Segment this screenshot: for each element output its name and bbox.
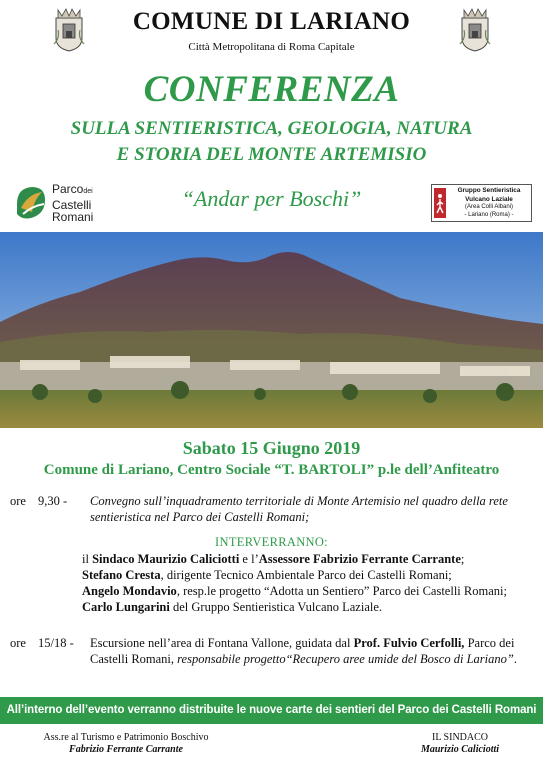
comune-subtitle: Città Metropolitana di Roma Capitale <box>188 41 355 53</box>
sindaco-role: IL SINDACO <box>431 732 488 743</box>
monte-artemisio-photo <box>0 232 543 428</box>
schedule-time: 9,30 - <box>38 494 68 508</box>
speakers-heading: INTERVERRANNO: <box>215 535 328 549</box>
schedule-text-part: . <box>513 652 517 666</box>
gruppo-line4: - Lariano (Roma) - <box>464 211 514 218</box>
speaker-text: del Gruppo Sentieristica Vulcano Laziale. <box>169 600 383 614</box>
conference-topic-line2: E STORIA DEL MONTE ARTEMISIO <box>116 144 427 165</box>
project-name: responsabile progetto“Recupero aree umide del Bosco di Lariano” <box>177 652 514 666</box>
gruppo-line1: Gruppo Sentieristica <box>457 187 521 194</box>
event-date: Sabato 15 Giugno 2019 <box>182 438 361 458</box>
speaker-line <box>82 583 537 599</box>
schedule-text: Convegno sull’inquadramento territoriale di Monte Artemisio nel quadro della rete sentieristica nel Parco dei Castelli Romani; <box>90 494 508 524</box>
sindaco-signature <box>395 732 525 756</box>
guide-name: Prof. Fulvio Cerfolli, <box>353 636 465 650</box>
speaker-text: , dirigente Tecnico Ambientale Parco dei Castelli Romani; <box>160 568 452 582</box>
schedule-ore-label: ore <box>10 494 26 508</box>
gruppo-logo-text <box>448 187 530 219</box>
speakers-list <box>82 551 537 615</box>
assessore-signature <box>26 732 226 756</box>
schedule-ore-label: ore <box>10 636 26 650</box>
parco-dei: dei <box>83 188 93 195</box>
comune-crest-icon <box>458 8 492 52</box>
schedule-time: 15/18 - <box>38 636 74 650</box>
gruppo-line3: (Area Colli Albani) <box>464 204 514 210</box>
speaker-text: e l’ <box>239 552 259 566</box>
schedule-row-afternoon <box>10 635 543 687</box>
speaker-line <box>82 567 537 583</box>
speaker-text: il <box>82 552 93 566</box>
speaker-text: ; <box>460 552 465 566</box>
schedule-text-part: Parco dei Castelli Romani, <box>90 636 515 666</box>
parco-romani: Romani <box>52 210 94 224</box>
speaker-text: , resp.le progetto “Adotta un Sentiero” Parco dei Castelli Romani; <box>176 584 507 598</box>
sindaco-name: Maurizio Caliciotti <box>420 744 500 755</box>
speaker-name: Angelo Mondavio <box>82 584 177 598</box>
gruppo-line2: Vulcano Laziale <box>465 195 513 203</box>
event-location: Comune di Lariano, Centro Sociale “T. BARTOLI” p.le dell’Anfiteatro <box>43 462 500 478</box>
parco-word: Parco <box>52 182 84 196</box>
schedule-text-part: Escursione nell’area di Fontana Vallone, guidata dal <box>90 636 354 650</box>
speaker-name: Carlo Lungarini <box>82 600 170 614</box>
header <box>0 0 543 60</box>
maps-distribution-banner: All’interno dell’evento verranno distribuite le nuove carte dei sentieri del Parco dei Castelli Romani <box>0 697 543 724</box>
assessore-role: Ass.re al Turismo e Patrimonio Boschivo <box>43 732 209 743</box>
parco-castelli: Castelli <box>52 197 92 212</box>
event-motto: “Andar per Boschi” <box>181 186 362 211</box>
schedule-text <box>90 635 540 667</box>
schedule-row-morning <box>10 493 543 527</box>
assessore-name: Fabrizio Ferrante Carrante <box>69 744 183 755</box>
speaker-name: Assessore Fabrizio Ferrante Carrante <box>258 552 461 566</box>
speaker-name: Sindaco Maurizio Caliciotti <box>92 552 240 566</box>
conference-heading: CONFERENZA <box>143 69 400 110</box>
speaker-name: Stefano Cresta <box>82 568 161 582</box>
speaker-line <box>82 551 537 567</box>
conference-topic-line1: SULLA SENTIERISTICA, GEOLOGIA, NATURA <box>70 118 473 139</box>
comune-title: COMUNE DI LARIANO <box>132 8 411 35</box>
gruppo-sentieristica-logo <box>431 184 532 222</box>
speaker-line <box>82 599 537 615</box>
hiking-sign-icon <box>434 188 446 218</box>
